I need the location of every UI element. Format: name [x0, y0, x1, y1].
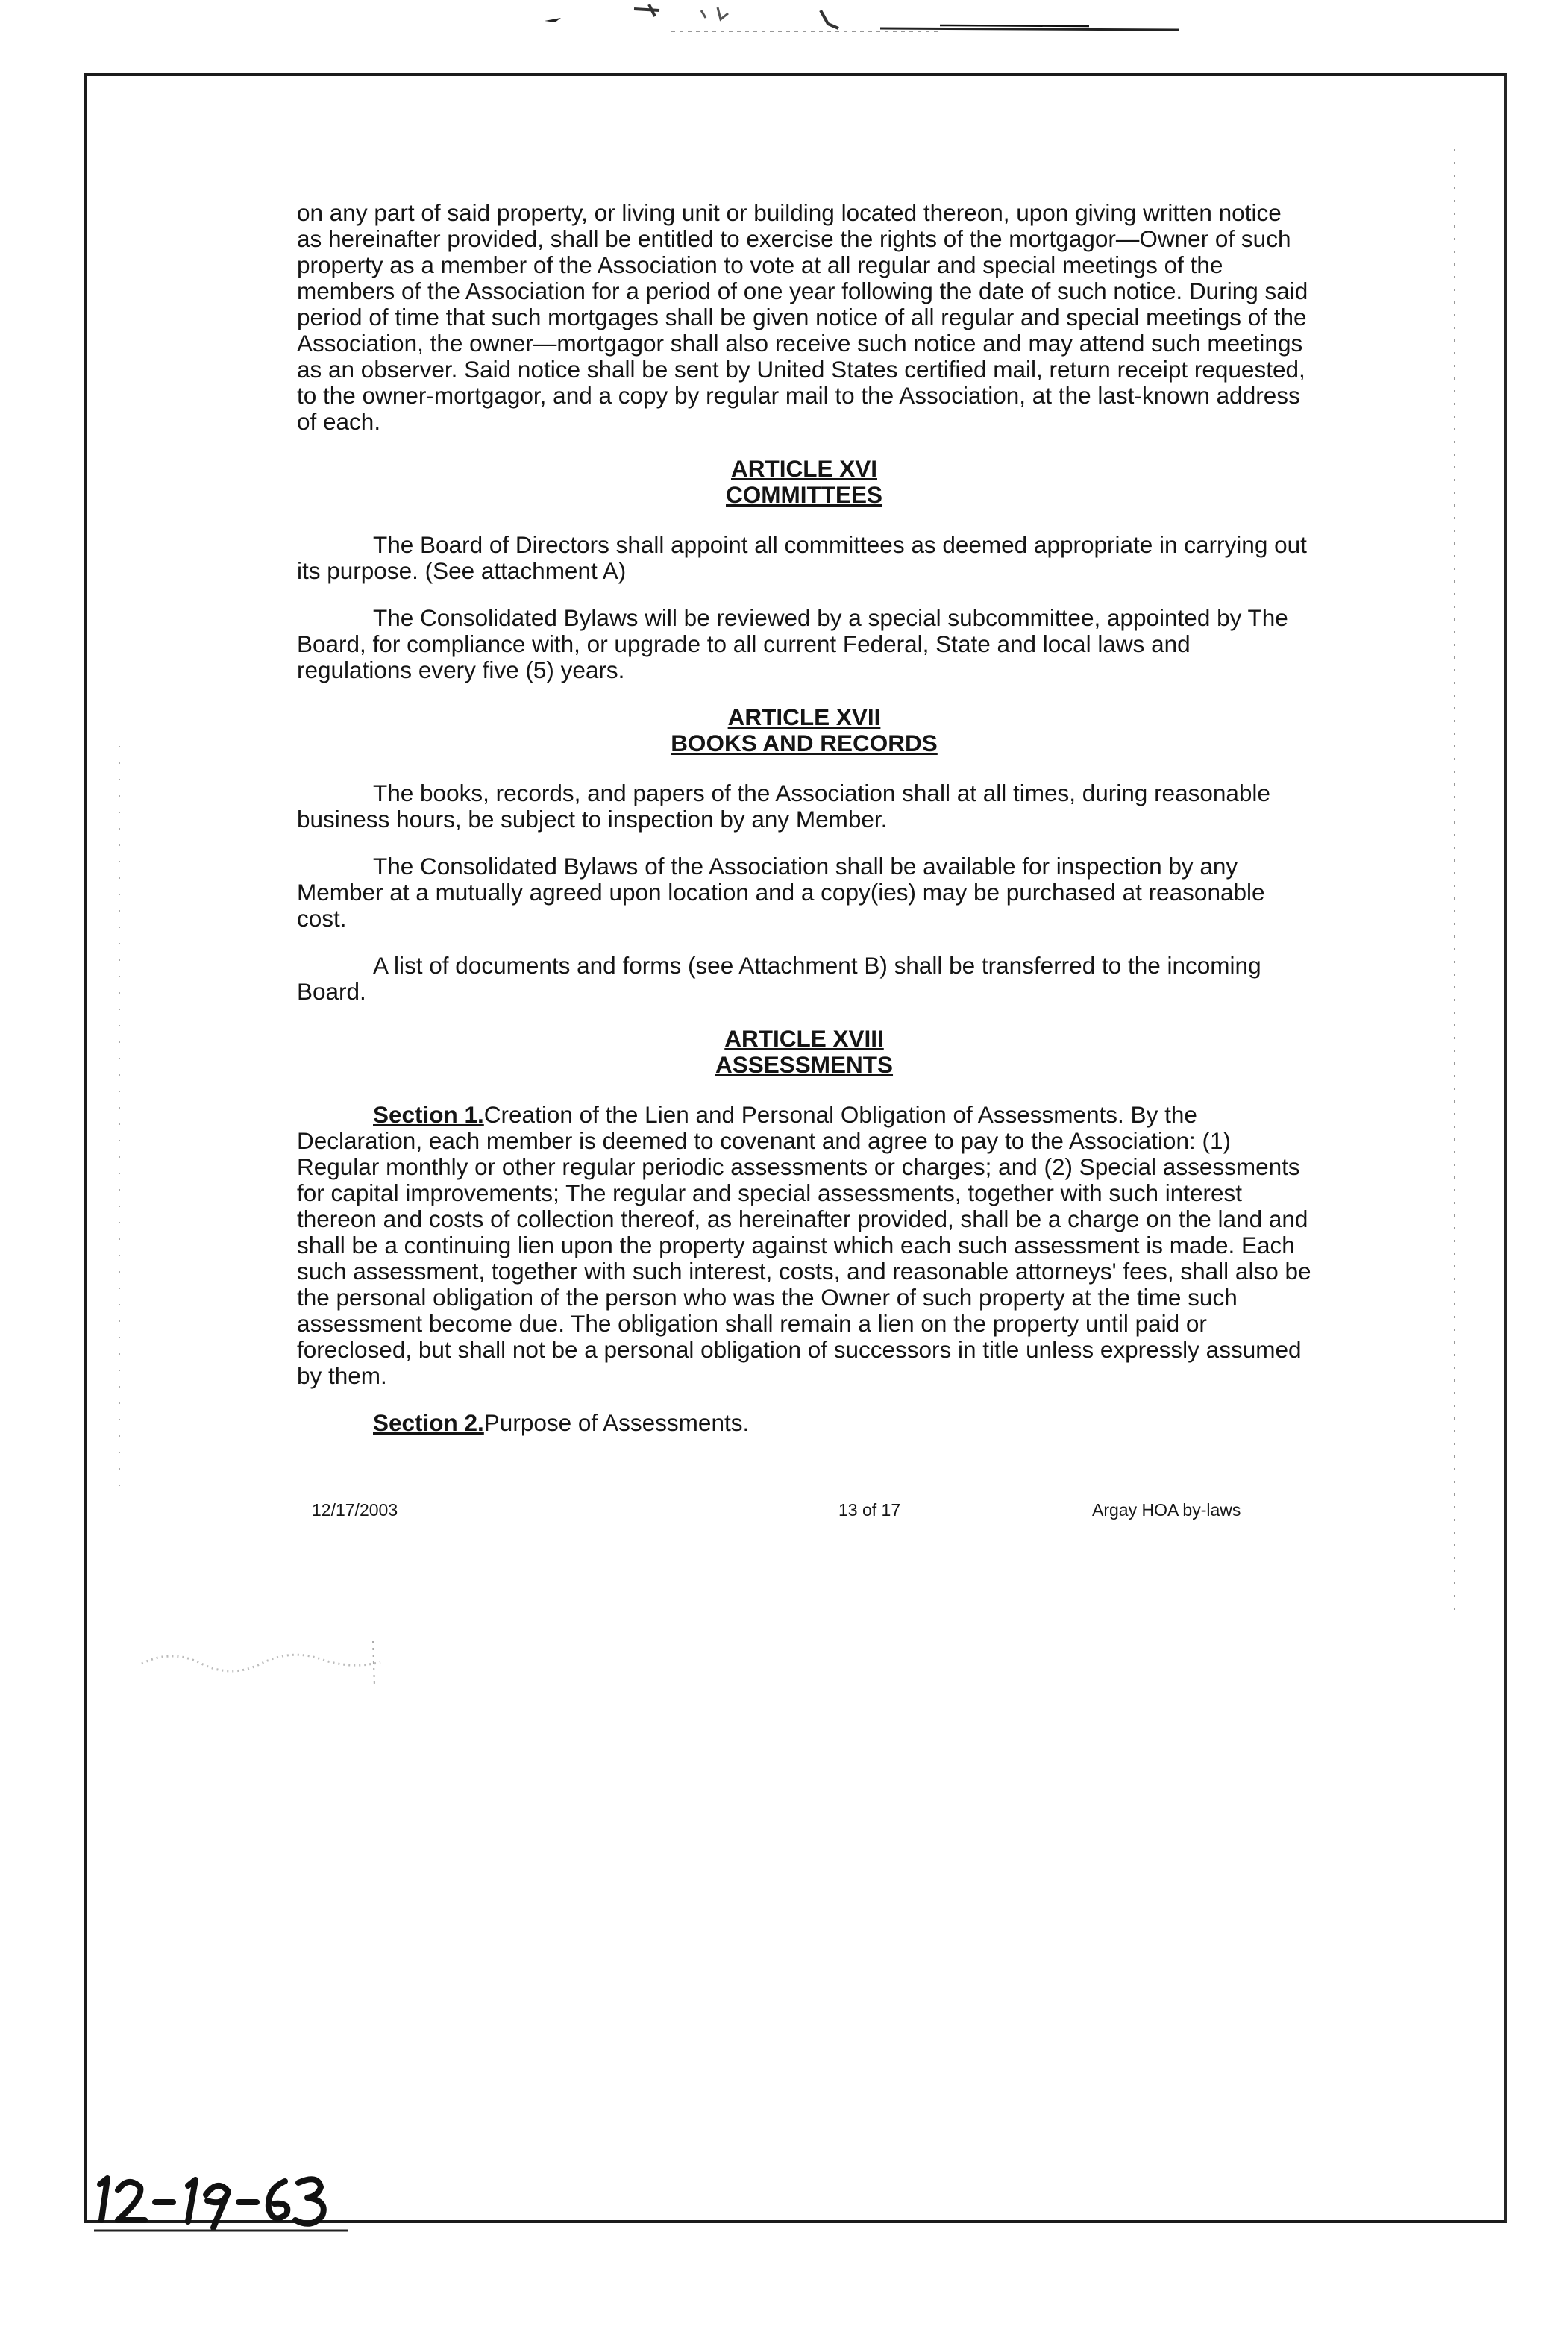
article-title: ASSESSMENTS: [715, 1051, 894, 1078]
document-body: [297, 200, 1311, 1457]
scan-artifact-right-margin: [1447, 149, 1462, 1611]
article-title: COMMITTEES: [726, 481, 882, 508]
opening-paragraph: on any part of said property, or living unit or building located thereon, upon giving written notice as hereinafter provided, shall be entitled to exercise the rights of the mortgagor—Owner of such property as a member of the Association to vote at all regular and special meetings of the members of the Association for a period of one year following the date of such notice. During said period of time that such mortgages shall be given notice of all regular and special meetings of the Association, the owner—mortgagor shall also receive such notice and may attend such meetings as an observer. Said notice shall be sent by United States certified mail, return receipt requested, to the owner-mortgagor, and a copy by regular mail to the Association, at the last-known address of each.: [297, 199, 1308, 435]
section-label: Section 1.: [373, 1101, 484, 1128]
article-number: ARTICLE XVIII: [724, 1025, 884, 1052]
scan-artifact-top: [522, 0, 1194, 45]
article-number: ARTICLE XVII: [727, 703, 881, 730]
footer-page-number: 13 of 17: [838, 1500, 901, 1520]
section-paragraph: [297, 1410, 1311, 1436]
article-number: ARTICLE XVI: [730, 455, 877, 482]
scan-artifact-left-margin: [112, 746, 127, 1492]
article-heading: [297, 704, 1311, 756]
article-title: BOOKS AND RECORDS: [671, 730, 938, 756]
footer-document-name: Argay HOA by-laws: [1092, 1500, 1241, 1520]
article-heading: [297, 456, 1311, 508]
paragraph: The Consolidated Bylaws will be reviewed by a special subcommittee, appointed by The Board, for compliance with, or upgrade to all current Federal, State and local laws and regulations every five (5) years.: [297, 604, 1288, 683]
page-footer: [0, 1500, 1568, 1530]
article-16: [297, 456, 1311, 683]
section-text: Purpose of Assessments.: [483, 1409, 750, 1436]
article-18: [297, 1026, 1311, 1436]
article-heading: [297, 1026, 1311, 1078]
paragraph: The Board of Directors shall appoint all committees as deemed appropriate in carrying out its purpose. (See attachment A): [297, 531, 1307, 584]
section-text: Creation of the Lien and Personal Obligation of Assessments. By the Declaration, each member is deemed to covenant and agree to pay to the Association: (1) Regular monthly or other regular periodic assessments or charges; and (2) Special assessments for capital improvements; The regular and special assessments, together with such interest thereon and costs of collection thereof, as hereinafter provided, shall be a charge on the land and shall be a continuing lien upon the property against which each such assessment is made. Each such assessment, together with such interest, costs, and reasonable attorneys' fees, shall also be the personal obligation of the person who was the Owner of such property at the time such assessment become due. The obligation shall remain a lien on the property until paid or foreclosed, but shall not be a personal obligation of successors in title unless expressly assumed by them.: [297, 1101, 1311, 1389]
article-17: [297, 704, 1311, 1005]
paragraph: The Consolidated Bylaws of the Association shall be available for inspection by any Member at a mutually agreed upon location and a copy(ies) may be purchased at reasonable cost.: [297, 853, 1265, 932]
paragraph: A list of documents and forms (see Attachment B) shall be transferred to the incoming Board.: [297, 952, 1261, 1005]
footer-date: 12/17/2003: [312, 1500, 398, 1520]
scan-smudge: [134, 1634, 433, 1693]
paragraph: The books, records, and papers of the Association shall at all times, during reasonable business hours, be subject to inspection by any Member.: [297, 780, 1270, 833]
section-paragraph: [297, 1102, 1311, 1389]
section-label: Section 2.: [373, 1409, 484, 1436]
handwritten-date-note: [87, 2156, 355, 2238]
